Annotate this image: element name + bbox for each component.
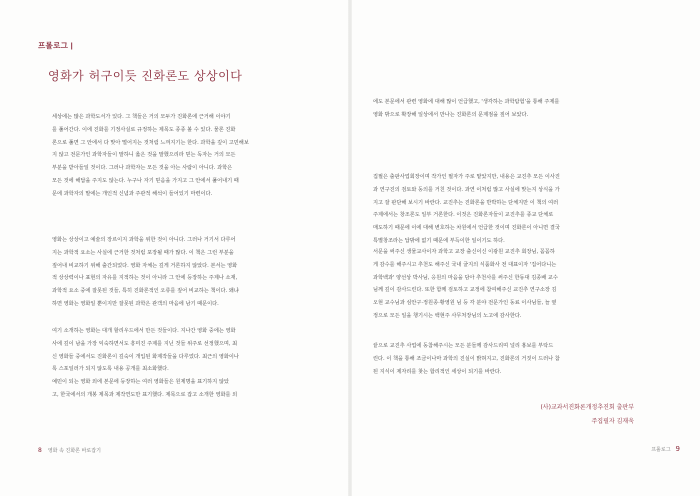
text-line: 과학백과' 양선상 박사님, 응원의 마음을 담아 추천사를 써주신 한동대 김종배 교수 xyxy=(373,274,558,281)
text-line: 님께 깊이 감사드린다. 또한 함께 검토하고 교정에 참여해주신 교진추 연구소장 김 xyxy=(373,287,557,294)
page-number: 9 xyxy=(675,445,680,453)
paragraph xyxy=(373,246,635,323)
text-line: 짚어내 비교하기 위해 출간되었다. 영화 자체는 깊게 거론하지 않았다. 본서는 영화 xyxy=(52,262,238,269)
text-line: 끝으로 교진추 사업에 동참해주시는 모든 분들께 감사드리며 널리 홍보를 부탁드 xyxy=(373,343,554,349)
text-line: 지고 잘 판단해 보시기 바란다. 교진추는 진화론을 반박하는 단체지만 이 책의 여러 xyxy=(373,199,559,206)
page-footer xyxy=(651,445,680,453)
text-line: 적 상상력이나 표현의 자유를 지적하는 것이 아니라 그 안에 등장하는 주제나 소재, xyxy=(52,275,238,282)
text-line: 린다. 이 책을 통해 조금이나마 과학의 진실이 밝혀지고, 진화론의 거짓이 드러나 참 xyxy=(373,355,560,362)
page-number: 8 xyxy=(38,447,42,454)
page-title: 영화가 허구이듯 진화론도 상상이다 xyxy=(48,69,243,83)
text-line: 과 연구진의 검토와 동의를 거친 것이다. 과연 이처럼 많고 사실에 맞는지 상식을 가 xyxy=(373,186,560,193)
paragraph xyxy=(373,96,635,122)
text-line: 과학적 요소 중에 잘못된 것들, 특히 진화론적인 오류를 짚어 비교하는 책이다. 왜냐 xyxy=(52,288,239,295)
text-line: 된 지식이 제자리를 찾는 합리적인 세상이 되기를 바란다. xyxy=(373,368,502,375)
text-line: 하면 영화는 영화일 뿐이지만 잘못된 과학은 관객의 마음에 남기 때문이다. xyxy=(52,300,219,307)
text-line: 오현 교수님과 심안구·정원종·황영원 님 등 각 분야 전문가인 동료 이사님들, 늘 옆 xyxy=(373,300,557,307)
paragraph xyxy=(373,340,635,378)
section-label: 프롤로그 | xyxy=(38,41,73,50)
signature-author: 주집필자 김재욱 xyxy=(591,418,634,425)
left-page xyxy=(0,0,348,496)
paragraph xyxy=(52,111,304,201)
text-line: 론으로 풀면 그 안에서 다 맞아 떨어지는 것처럼 느껴지기는 한다. 과학을 깊이 고민해보 xyxy=(52,139,249,146)
right-page xyxy=(352,0,700,496)
page-footer xyxy=(38,447,101,454)
running-title: 영화 속 진화론 바로잡기 xyxy=(47,448,101,454)
running-section: 프롤로그 xyxy=(651,447,671,453)
text-line: 사에 깊이 남을 가장 익숙하면서도 흥미진 주제를 지닌 것들 위주로 선정했으며, 최 xyxy=(52,340,238,347)
text-line: 정으로 모든 일을 챙기시는 백현주 사무처장님의 노고에 감사한다. xyxy=(373,312,522,319)
paragraph xyxy=(52,325,304,402)
text-line: 신 영화들 중에서도 진화론이 깊숙이 개입된 화제작들을 다루었다. 최근의 영화이나 xyxy=(52,353,239,360)
text-line: 모든 것에 해답을 주지도 않는다. 누구나 자기 믿음을 가지고 그 안에서 풀어내기 때 xyxy=(52,177,239,184)
text-line: 서문을 써주신 생물교사이자 과학고 교장 출신이신 이광원 교진추 회장님, 꼼꼼하 xyxy=(373,249,555,255)
text-line: 를 풀어간다. 이에 진화를 기정사실로 규정하는 제목도 종종 볼 수 있다. 물론 진화 xyxy=(52,126,236,133)
text-line: 주제에서는 창조론도 일부 거론한다. 이것은 진화론자들이 교진추를 종교 단체로 xyxy=(373,212,554,219)
signature-organization: (사)교과서진화론개정추진회 출판부 xyxy=(540,404,634,411)
text-line: 지는 과학적 요소는 사실에 근거한 것처럼 포장될 때가 많다. 이 책은 그런 부분을 xyxy=(52,249,234,256)
text-line: 영화는 상상이고 예술의 장르이지 과학을 위한 것이 아니다. 그러나 거기서 다루어 xyxy=(52,237,236,243)
text-line: 예민이 되는 영화 외에 본문에 등장하는 여러 영화들은 원제명을 표기하지 않았 xyxy=(52,379,229,386)
text-line: 지 않고 전문가인 과학자들이 말하니 옳은 것을 말했으리라 믿는 독자는 거의 모든 xyxy=(52,152,236,159)
text-line: 게 감수를 해주시고 추천도 해주신 국내 굴지의 식품화사 전 대표이자 '집어다니는 xyxy=(373,261,557,268)
text-line: 여기 소개하는 영화는 대개 할리우드에서 만든 것들이다. 지나간 영화 중에는 영화 xyxy=(52,328,236,334)
paragraph xyxy=(373,171,635,248)
text-line: 특별창조라는 답밖에 없기 때문에 부득이한 일이기도 하다. xyxy=(373,237,505,244)
text-line: 에도 본문에서 관련 영화에 대해 많이 언급했고, '생각하는 과학탐험'을 통해 주제를 xyxy=(373,99,560,105)
text-line: 문에 과학자의 말에는 개인적 신념과 주관적 해석이 들어있기 마련이다. xyxy=(52,190,213,197)
paragraph xyxy=(52,234,304,311)
text-line: 록 스포일러가 되지 않도록 내용 공개를 최소화했다. xyxy=(52,366,169,373)
text-line: 고, 한국에서의 개봉 제목과 제작연도만 표기했다. 제목으로 잡고 소개한 영화를 외 xyxy=(52,391,238,398)
text-line: 집필은 출판사업회장이며 작가인 필자가 주로 맡았지만, 내용은 교진추 모든 이사진 xyxy=(373,174,560,180)
text-line: 세상에는 많은 과학도서가 있다. 그 책들은 거의 모두가 진화론에 근거해 이야기 xyxy=(52,114,231,120)
text-line: 영화 밖으로 확장해 일상에서 만나는 진화론의 문제점을 짚어 보았다. xyxy=(373,111,529,118)
text-line: 매도하기 때문에 이에 대해 변호하는 차원에서 언급한 것이며 진화론이 아니면 결국 xyxy=(373,225,560,232)
text-line: 부분을 받아들일 것이다. 그러나 과학자는 모든 것을 아는 사람이 아니다. 과학은 xyxy=(52,165,233,172)
